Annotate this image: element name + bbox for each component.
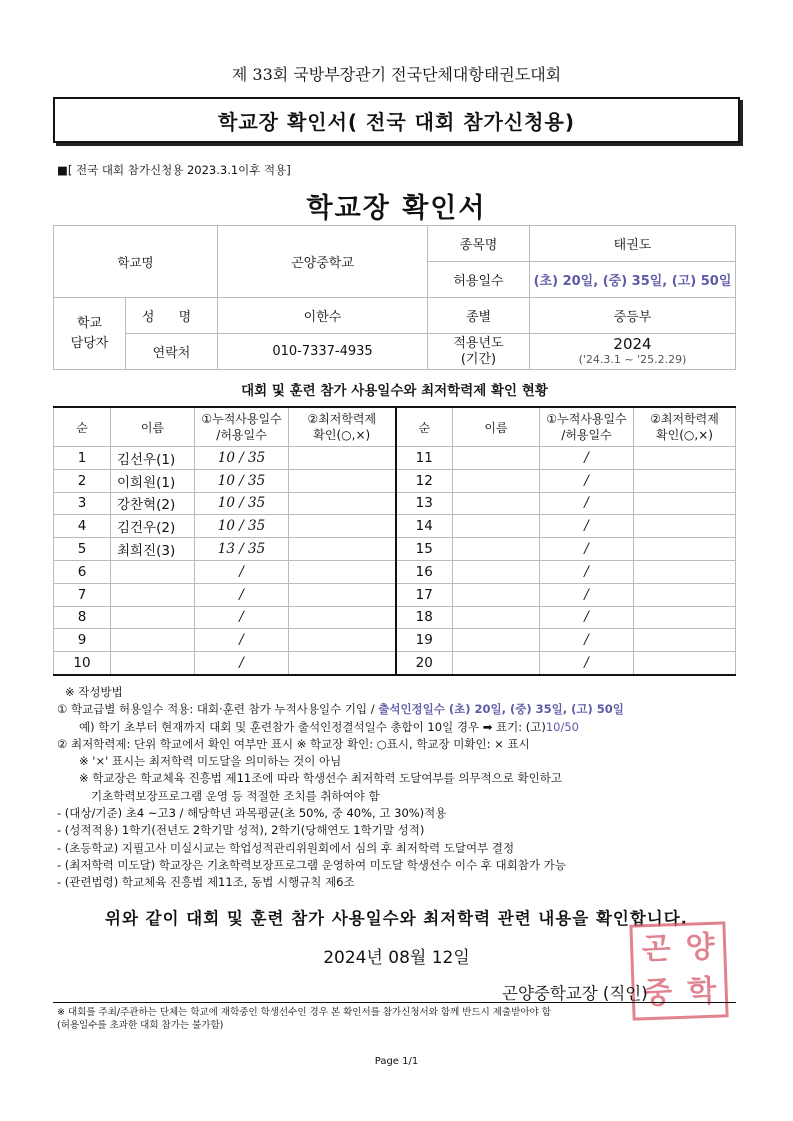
row-number: 8 <box>54 606 111 629</box>
student-name <box>111 629 195 652</box>
school-value: 곤양중학교 <box>218 226 428 298</box>
row-number: 17 <box>396 583 453 606</box>
instruction-line: - (관련법령) 학교체육 진흥법 제11조, 동법 시행규칙 제6조 <box>57 875 355 890</box>
table-row <box>54 629 736 652</box>
used-days: / <box>540 606 634 629</box>
header-no: 순 <box>396 407 453 447</box>
table-row <box>54 515 736 538</box>
row-number: 20 <box>396 652 453 675</box>
instruction-line <box>57 701 747 718</box>
student-name <box>453 652 540 675</box>
instruction-line: 기초학력보장프로그램 운영 등 적절한 조치를 취하여야 함 <box>91 788 380 803</box>
used-days: / <box>540 492 634 515</box>
instruction-line <box>57 719 747 736</box>
row-number: 5 <box>54 538 111 561</box>
instruction-line: - (초등학교) 지필고사 미실시교는 학업성적관리위원회에서 심의 후 최저학력 도달여부 결정 <box>57 840 515 855</box>
student-name <box>453 538 540 561</box>
student-name <box>453 583 540 606</box>
name-value: 이한수 <box>218 298 428 334</box>
seal-char: 곤 <box>641 931 672 968</box>
used-days: / <box>195 629 289 652</box>
header-days: ①누적사용일수 /허용일수 <box>540 407 634 447</box>
used-days: / <box>540 652 634 675</box>
instruction-highlight: 출석인정일수 (초) 20일, (중) 35일, (고) 50일 <box>378 702 624 717</box>
table-row <box>54 652 736 675</box>
instruction-line: - (최저학력 미도달) 학교장은 기초학력보장프로그램 운영하여 미도달 학생선수 이수 후 대회참가 가능 <box>57 857 566 872</box>
table-row <box>54 583 736 606</box>
instructions <box>57 684 747 892</box>
row-number: 7 <box>54 583 111 606</box>
footer-divider <box>53 1002 736 1003</box>
row-number: 11 <box>396 447 453 470</box>
student-name <box>453 469 540 492</box>
academic-check <box>289 583 396 606</box>
instruction-line: ※ '×' 표시는 최저학력 미도달을 의미하는 것이 아님 <box>79 754 342 769</box>
student-name <box>453 606 540 629</box>
row-number: 19 <box>396 629 453 652</box>
student-name <box>111 583 195 606</box>
row-number: 12 <box>396 469 453 492</box>
academic-check <box>634 583 736 606</box>
student-name: 김건우(2) <box>111 515 195 538</box>
student-name <box>111 652 195 675</box>
table-row <box>54 447 736 470</box>
academic-check <box>634 515 736 538</box>
instruction-text: ① 학교급별 허용일수 적용: 대회·훈련 참가 누적사용일수 기입 / <box>57 702 379 717</box>
row-number: 10 <box>54 652 111 675</box>
table-row <box>54 469 736 492</box>
used-days: 13 / 35 <box>195 538 289 561</box>
contact-label: 연락처 <box>126 334 218 370</box>
table-row <box>54 538 736 561</box>
row-number: 15 <box>396 538 453 561</box>
academic-check <box>634 447 736 470</box>
student-name <box>111 606 195 629</box>
student-name <box>453 447 540 470</box>
academic-check <box>634 560 736 583</box>
header-name: 이름 <box>111 407 195 447</box>
academic-check <box>289 538 396 561</box>
academic-check <box>634 492 736 515</box>
student-name: 강찬혁(2) <box>111 492 195 515</box>
table-row <box>54 560 736 583</box>
allowed-label: 허용일수 <box>428 262 530 298</box>
row-number: 18 <box>396 606 453 629</box>
category-value: 중등부 <box>530 298 736 334</box>
student-name: 김선우(1) <box>111 447 195 470</box>
row-number: 2 <box>54 469 111 492</box>
year-value: 2024 <box>613 334 652 353</box>
principal-signature: 곤양중학교장 (직인) <box>502 984 648 1003</box>
header-check: ②최저학력제 확인(○,×) <box>289 407 396 447</box>
used-days: / <box>540 515 634 538</box>
instruction-highlight: 10/50 <box>545 719 579 734</box>
academic-check <box>634 629 736 652</box>
section-title: 대회 및 훈련 참가 사용일수와 최저학력제 확인 현황 <box>241 383 548 399</box>
used-days: / <box>195 652 289 675</box>
row-number: 3 <box>54 492 111 515</box>
used-days: 10 / 35 <box>195 469 289 492</box>
header-no: 순 <box>54 407 111 447</box>
category-label: 종별 <box>428 298 530 334</box>
row-number: 9 <box>54 629 111 652</box>
seal-char: 학 <box>686 973 717 1010</box>
academic-check <box>634 606 736 629</box>
academic-check <box>289 447 396 470</box>
issue-date: 2024년 08월 12일 <box>323 948 470 968</box>
row-number: 13 <box>396 492 453 515</box>
row-number: 1 <box>54 447 111 470</box>
header-days: ①누적사용일수 /허용일수 <box>195 407 289 447</box>
confirmation-statement: 위와 같이 대회 및 훈련 참가 사용일수와 최저학력 관련 내용을 확인합니다. <box>105 909 688 928</box>
row-number: 14 <box>396 515 453 538</box>
document-title-box <box>53 97 740 143</box>
student-name <box>453 492 540 515</box>
document-title: 학교장 확인서( 전국 대회 참가신청용) <box>218 109 575 134</box>
used-days: / <box>540 447 634 470</box>
used-days: / <box>195 583 289 606</box>
instruction-text: 예) 학기 초부터 현재까지 대회 및 훈련참가 출석인정결석일수 총합이 10일 경우 ➡ 표기: (고) <box>79 719 546 734</box>
seal-char: 양 <box>685 929 716 966</box>
academic-check <box>289 515 396 538</box>
table-row <box>54 606 736 629</box>
year-period: ('24.3.1 ~ '25.2.29) <box>578 352 687 366</box>
row-number: 16 <box>396 560 453 583</box>
student-name: 최희진(3) <box>111 538 195 561</box>
seal-char: 중 <box>642 975 673 1012</box>
student-name <box>453 515 540 538</box>
academic-check <box>289 629 396 652</box>
main-title: 학교장 확인서 <box>306 193 487 224</box>
used-days: / <box>540 538 634 561</box>
event-title: 제 33회 국방부장관기 전국단체대항태권도대회 <box>231 65 562 84</box>
header-check: ②최저학력제 확인(○,×) <box>634 407 736 447</box>
row-number: 4 <box>54 515 111 538</box>
manager-label: 학교 담당자 <box>54 298 126 370</box>
used-days: 10 / 35 <box>195 515 289 538</box>
academic-check <box>289 606 396 629</box>
footnote: ※ 대회를 주최/주관하는 단체는 학교에 재학중인 학생선수인 경우 본 확인서를 참가신청서와 함께 반드시 제출받아야 함 (허용일수를 초과한 대회 참가는 불가함) <box>57 1007 551 1031</box>
instruction-line: ② 최저학력제: 단위 학교에서 확인 여부만 표시 ※ 학교장 확인: ○표시, 학교장 미확인: × 표시 <box>57 736 530 751</box>
used-days: 10 / 35 <box>195 447 289 470</box>
instructions-heading: ※ 작성방법 <box>65 685 123 699</box>
instruction-line: - (성적적용) 1학기(전년도 2학기말 성적), 2학기(당해연도 1학기말 성적) <box>57 823 425 838</box>
event-label: 종목명 <box>428 226 530 262</box>
academic-check <box>289 492 396 515</box>
student-name <box>453 560 540 583</box>
event-value: 태권도 <box>530 226 736 262</box>
academic-check <box>634 538 736 561</box>
instruction-line: - (대상/기준) 초4 ~고3 / 해당학년 과목평균(초 50%, 중 40%, 고 30%)적용 <box>57 806 447 821</box>
allowed-value: (초) 20일, (중) 35일, (고) 50일 <box>530 262 736 298</box>
student-name <box>453 629 540 652</box>
used-days: 10 / 35 <box>195 492 289 515</box>
student-name <box>111 560 195 583</box>
academic-check <box>634 652 736 675</box>
student-name: 이희원(1) <box>111 469 195 492</box>
used-days: / <box>540 560 634 583</box>
attendance-table <box>53 406 736 676</box>
used-days: / <box>195 560 289 583</box>
row-number: 6 <box>54 560 111 583</box>
academic-check <box>289 652 396 675</box>
info-table <box>53 225 736 370</box>
academic-check <box>634 469 736 492</box>
application-note: ■[ 전국 대회 참가신청용 2023.3.1이후 적용] <box>57 163 291 177</box>
used-days: / <box>540 469 634 492</box>
page-number: Page 1/1 <box>374 1056 419 1067</box>
year-label: 적용년도 (기간) <box>428 334 530 370</box>
school-label: 학교명 <box>54 226 218 298</box>
instruction-line: ※ 학교장은 학교체육 진흥법 제11조에 따라 학생선수 최저학력 도달여부를 의무적으로 확인하고 <box>79 771 562 786</box>
used-days: / <box>540 583 634 606</box>
used-days: / <box>540 629 634 652</box>
table-header-row <box>54 407 736 447</box>
used-days: / <box>195 606 289 629</box>
academic-check <box>289 469 396 492</box>
table-row <box>54 492 736 515</box>
contact-value: 010-7337-4935 <box>218 334 428 370</box>
header-name: 이름 <box>453 407 540 447</box>
year-cell <box>530 334 736 370</box>
name-label: 성 명 <box>126 298 218 334</box>
academic-check <box>289 560 396 583</box>
